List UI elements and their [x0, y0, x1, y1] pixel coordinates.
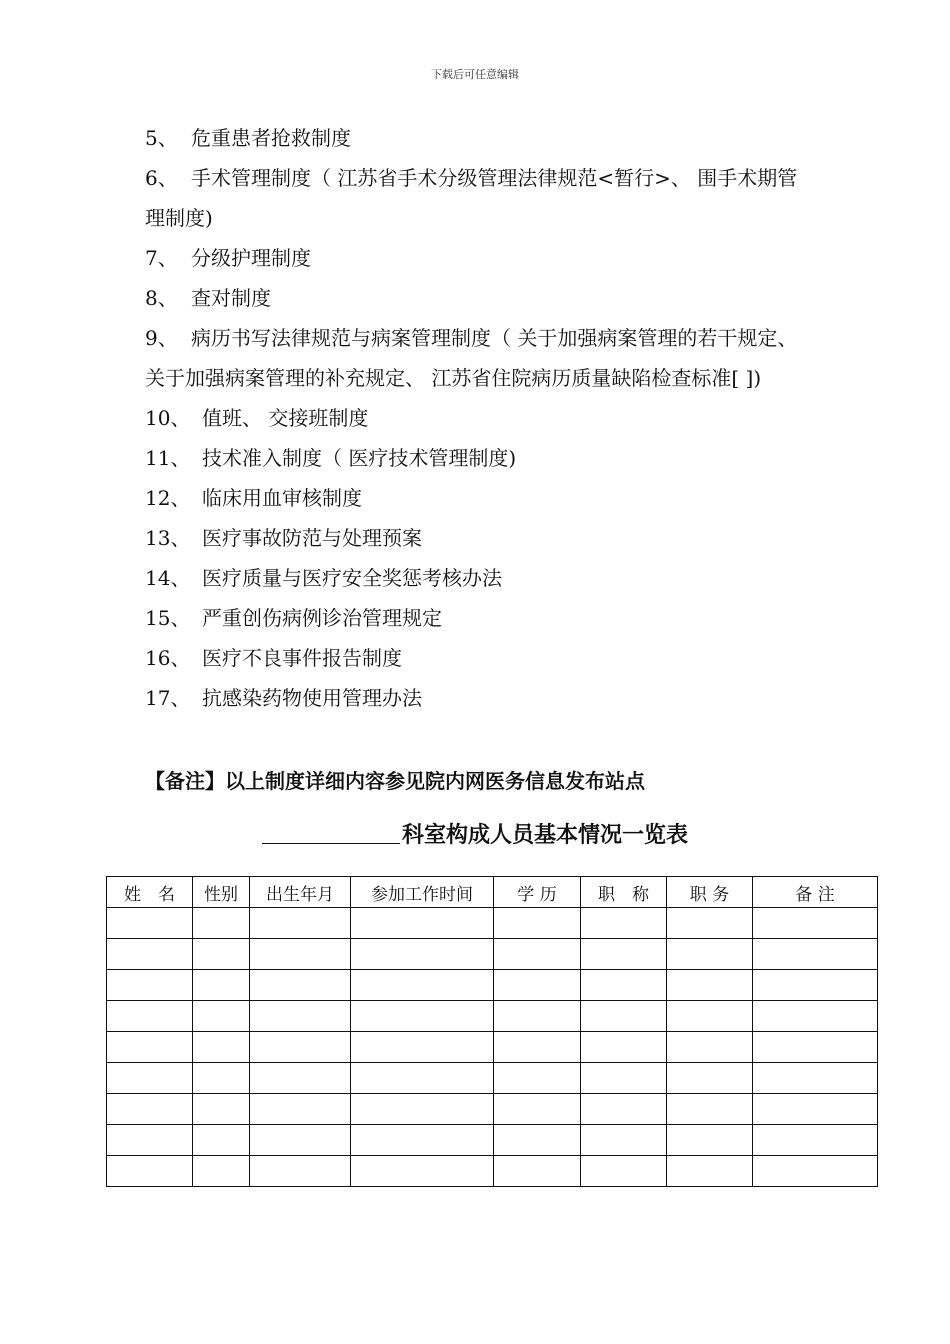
table-cell — [250, 970, 351, 1001]
table-cell — [107, 939, 193, 970]
item-number: 5、 — [145, 126, 178, 150]
table-cell — [107, 1125, 193, 1156]
table-cell — [351, 1156, 494, 1187]
table-row — [107, 939, 878, 970]
table-cell — [667, 908, 753, 939]
table-cell — [667, 1125, 753, 1156]
column-header-remarks: 备 注 — [753, 877, 878, 908]
table-cell — [753, 1125, 878, 1156]
item-number: 14、 — [145, 566, 191, 590]
item-text: 临床用血审核制度 — [202, 486, 362, 510]
table-cell — [753, 1156, 878, 1187]
table-cell — [667, 970, 753, 1001]
table-cell — [667, 1094, 753, 1125]
table-cell — [494, 970, 581, 1001]
table-cell — [351, 1063, 494, 1094]
page-header-note: 下载后可任意编辑 — [431, 68, 519, 81]
table-row — [107, 970, 878, 1001]
table-row — [107, 1001, 878, 1032]
table-cell — [193, 970, 250, 1001]
table-cell — [107, 970, 193, 1001]
table-cell — [753, 908, 878, 939]
column-header-name: 姓 名 — [107, 877, 193, 908]
list-item — [145, 438, 810, 478]
item-text: 病历书写法律规范与病案管理制度（ 关于加强病案管理的若干规定、 关于加强病案管理的补充规定、 江苏省住院病历质量缺陷检查标准[ ]) — [145, 326, 798, 390]
item-number: 16、 — [145, 646, 191, 670]
table-cell — [250, 1094, 351, 1125]
table-cell — [351, 970, 494, 1001]
column-header-gender: 性别 — [193, 877, 250, 908]
item-text: 医疗事故防范与处理预案 — [202, 526, 422, 550]
table-cell — [107, 1063, 193, 1094]
table-row — [107, 1125, 878, 1156]
table-cell — [250, 1032, 351, 1063]
item-text: 分级护理制度 — [191, 246, 311, 270]
table-title-text: 科室构成人员基本情况一览表 — [401, 822, 688, 848]
table-cell — [107, 1094, 193, 1125]
table-row — [107, 1094, 878, 1125]
item-text: 严重创伤病例诊治管理规定 — [202, 606, 442, 630]
table-cell — [581, 1125, 667, 1156]
regulation-list — [145, 118, 810, 718]
item-text: 医疗质量与医疗安全奖惩考核办法 — [202, 566, 502, 590]
staff-info-table — [106, 876, 878, 1187]
department-name-blank — [262, 819, 400, 844]
table-cell — [494, 939, 581, 970]
table-cell — [193, 1063, 250, 1094]
list-item — [145, 478, 810, 518]
table-row — [107, 1156, 878, 1187]
table-row — [107, 1032, 878, 1063]
list-item — [145, 158, 810, 238]
table-cell — [351, 939, 494, 970]
table-cell — [193, 1001, 250, 1032]
table-cell — [250, 908, 351, 939]
table-cell — [107, 1156, 193, 1187]
table-cell — [494, 1063, 581, 1094]
table-cell — [250, 1156, 351, 1187]
list-item — [145, 238, 810, 278]
table-cell — [581, 939, 667, 970]
item-number: 8、 — [145, 286, 178, 310]
table-cell — [581, 1094, 667, 1125]
table-cell — [581, 1063, 667, 1094]
column-header-birth-date: 出生年月 — [250, 877, 351, 908]
table-cell — [667, 1156, 753, 1187]
table-cell — [193, 939, 250, 970]
item-number: 11、 — [145, 446, 191, 470]
list-item — [145, 318, 810, 398]
table-cell — [494, 1125, 581, 1156]
table-cell — [250, 939, 351, 970]
column-header-title: 职 称 — [581, 877, 667, 908]
list-item — [145, 278, 810, 318]
table-cell — [581, 970, 667, 1001]
item-number: 7、 — [145, 246, 178, 270]
list-item — [145, 558, 810, 598]
column-header-position: 职 务 — [667, 877, 753, 908]
item-text: 危重患者抢救制度 — [191, 126, 351, 150]
table-cell — [107, 1032, 193, 1063]
table-cell — [753, 1032, 878, 1063]
list-item — [145, 398, 810, 438]
table-cell — [753, 970, 878, 1001]
column-header-education: 学 历 — [494, 877, 581, 908]
table-cell — [667, 1063, 753, 1094]
table-cell — [667, 1001, 753, 1032]
table-row — [107, 908, 878, 939]
table-cell — [753, 939, 878, 970]
table-cell — [193, 1156, 250, 1187]
table-cell — [351, 1125, 494, 1156]
table-cell — [753, 1094, 878, 1125]
table-cell — [667, 1032, 753, 1063]
table-cell — [193, 1094, 250, 1125]
list-item — [145, 118, 810, 158]
item-text: 技术准入制度（ 医疗技术管理制度) — [202, 446, 517, 470]
table-cell — [351, 1001, 494, 1032]
item-number: 10、 — [145, 406, 191, 430]
table-cell — [107, 1001, 193, 1032]
table-cell — [753, 1001, 878, 1032]
table-cell — [250, 1001, 351, 1032]
table-cell — [494, 1094, 581, 1125]
list-item — [145, 678, 810, 718]
table-row — [107, 1063, 878, 1094]
table-cell — [351, 1094, 494, 1125]
table-title — [0, 818, 950, 849]
table-cell — [753, 1063, 878, 1094]
table-cell — [667, 939, 753, 970]
table-cell — [193, 908, 250, 939]
item-text: 查对制度 — [191, 286, 271, 310]
table-cell — [351, 908, 494, 939]
item-text: 值班、 交接班制度 — [202, 406, 369, 430]
item-text: 医疗不良事件报告制度 — [202, 646, 402, 670]
table-cell — [351, 1032, 494, 1063]
item-number: 13、 — [145, 526, 191, 550]
table-cell — [250, 1063, 351, 1094]
column-header-work-start: 参加工作时间 — [351, 877, 494, 908]
item-number: 12、 — [145, 486, 191, 510]
table-cell — [494, 1001, 581, 1032]
table-cell — [581, 1001, 667, 1032]
table-cell — [494, 1032, 581, 1063]
table-cell — [193, 1032, 250, 1063]
remark-note: 【备注】以上制度详细内容参见院内网医务信息发布站点 — [145, 769, 645, 793]
item-text: 抗感染药物使用管理办法 — [202, 686, 422, 710]
list-item — [145, 598, 810, 638]
table-body — [107, 908, 878, 1187]
item-text: 手术管理制度（ 江苏省手术分级管理法律规范<暂行>、 围手术期管理制度) — [145, 166, 798, 230]
table-cell — [107, 908, 193, 939]
list-item — [145, 638, 810, 678]
item-number: 9、 — [145, 326, 178, 350]
table-cell — [581, 1156, 667, 1187]
item-number: 6、 — [145, 166, 178, 190]
item-number: 17、 — [145, 686, 191, 710]
table-cell — [193, 1125, 250, 1156]
table-cell — [494, 908, 581, 939]
table-header-row — [107, 877, 878, 908]
table-cell — [581, 1032, 667, 1063]
list-item — [145, 518, 810, 558]
table-cell — [250, 1125, 351, 1156]
item-number: 15、 — [145, 606, 191, 630]
table-cell — [581, 908, 667, 939]
table-cell — [494, 1156, 581, 1187]
